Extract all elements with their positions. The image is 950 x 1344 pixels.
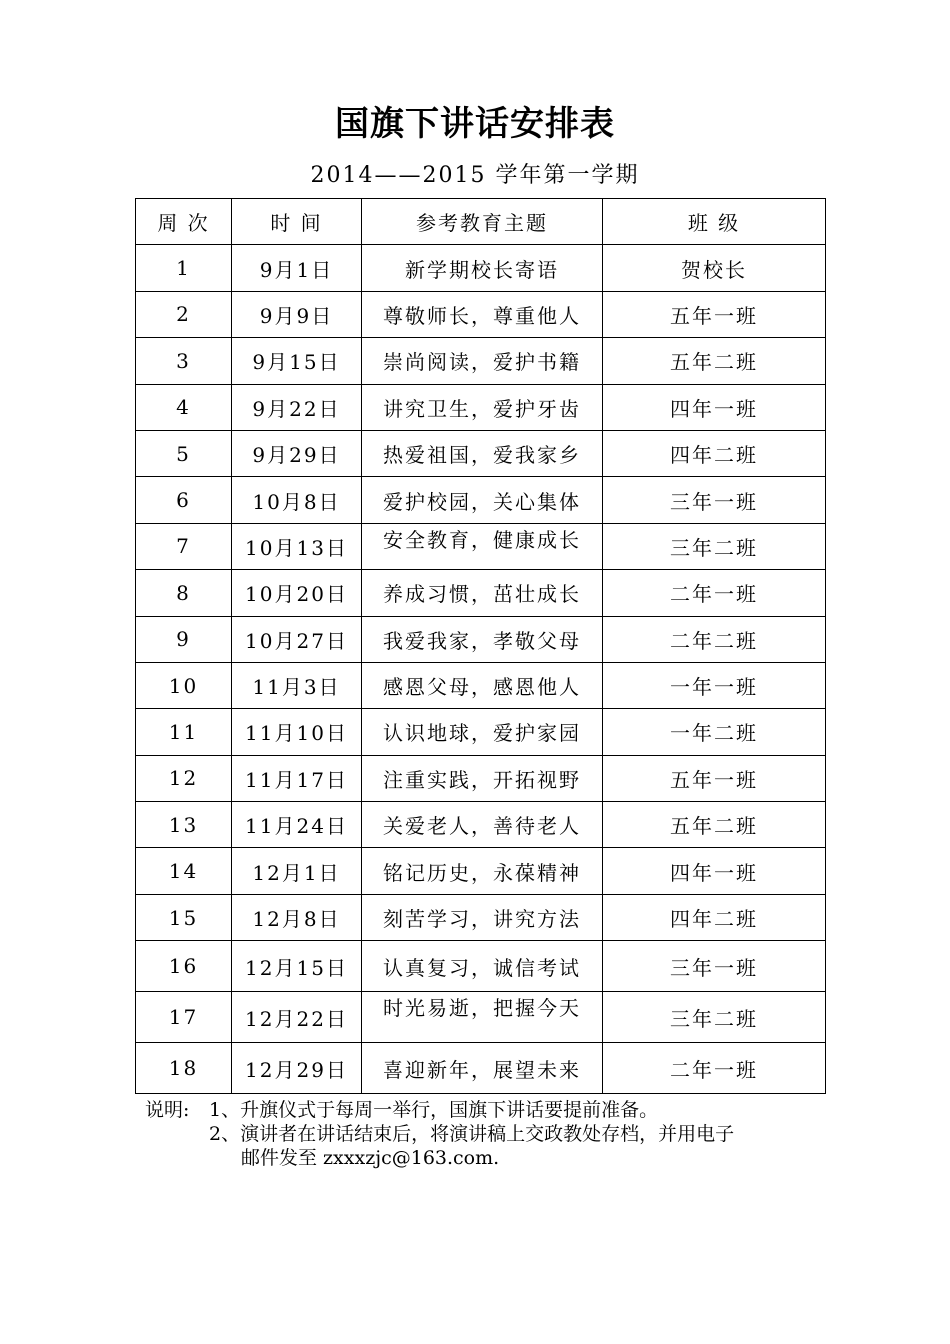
topic-cell: 认识地球，爱护家园 [362,709,603,755]
topic-cell: 我爱我家，孝敬父母 [362,616,603,662]
date-cell: 11月3日 [232,662,362,708]
class-cell: 贺校长 [603,245,826,291]
table-row [136,430,826,476]
note-item-2-line-1: 2、演讲者在讲话结束后，将演讲稿上交政教处存档，并用电子 [209,1123,735,1145]
topic-cell: 关爱老人，善待老人 [362,802,603,848]
date-cell: 9月9日 [232,291,362,337]
week-cell: 5 [136,430,232,476]
notes-label: 说明: [145,1099,190,1121]
topic-cell: 讲究卫生，爱护牙齿 [362,384,603,430]
week-cell: 15 [136,894,232,940]
schedule-table [135,198,826,1094]
week-cell: 18 [136,1043,232,1094]
header-week: 周 次 [136,199,232,245]
date-cell: 9月1日 [232,245,362,291]
topic-cell: 尊敬师长，尊重他人 [362,291,603,337]
date-cell: 10月20日 [232,570,362,616]
table-row [136,662,826,708]
note-text-1: 1、升旗仪式于每周一举行，国旗下讲话要提前准备。 [209,1099,659,1121]
date-cell: 10月27日 [232,616,362,662]
topic-cell: 感恩父母，感恩他人 [362,662,603,708]
week-cell: 4 [136,384,232,430]
class-cell: 三年二班 [603,523,826,569]
table-row [136,291,826,337]
table-row [136,570,826,616]
class-cell: 五年一班 [603,755,826,801]
topic-cell: 崇尚阅读，爱护书籍 [362,338,603,384]
header-topic: 参考教育主题 [362,199,603,245]
class-cell: 四年一班 [603,384,826,430]
class-cell: 一年二班 [603,709,826,755]
table-row [136,941,826,992]
week-cell: 3 [136,338,232,384]
date-cell: 12月29日 [232,1043,362,1094]
week-cell: 1 [136,245,232,291]
table-row [136,894,826,940]
document-title: 国旗下讲话安排表 [335,104,615,144]
table-row [136,755,826,801]
table-row [136,802,826,848]
note-item-2-line-2: 邮件发至 zxxxzjc@163.com. [241,1147,500,1169]
date-cell: 9月22日 [232,384,362,430]
date-cell: 9月29日 [232,430,362,476]
table-row [136,523,826,569]
table-row [136,338,826,384]
class-cell: 一年一班 [603,662,826,708]
topic-cell: 注重实践，开拓视野 [362,755,603,801]
week-cell: 7 [136,523,232,569]
topic-cell: 刻苦学习，讲究方法 [362,894,603,940]
document-subtitle: 2014——2015 学年第一学期 [310,163,640,188]
week-cell: 16 [136,941,232,992]
date-cell: 10月8日 [232,477,362,523]
topic-cell: 时光易逝，把握今天 [362,992,603,1043]
class-cell: 五年一班 [603,291,826,337]
date-cell: 10月13日 [232,523,362,569]
class-cell: 五年二班 [603,338,826,384]
table-row [136,384,826,430]
topic-cell: 安全教育，健康成长 [362,523,603,569]
header-date: 时 间 [232,199,362,245]
table-row [136,709,826,755]
class-cell: 四年二班 [603,430,826,476]
table-row [136,477,826,523]
header-class: 班 级 [603,199,826,245]
date-cell: 9月15日 [232,338,362,384]
date-cell: 12月15日 [232,941,362,992]
date-cell: 12月1日 [232,848,362,894]
schedule-body [136,245,826,1094]
class-cell: 二年二班 [603,616,826,662]
class-cell: 二年一班 [603,1043,826,1094]
week-cell: 12 [136,755,232,801]
class-cell: 三年一班 [603,477,826,523]
week-cell: 13 [136,802,232,848]
class-cell: 四年二班 [603,894,826,940]
note-item-1 [145,1098,825,1122]
topic-cell: 认真复习，诚信考试 [362,941,603,992]
week-cell: 9 [136,616,232,662]
topic-cell: 喜迎新年，展望未来 [362,1043,603,1094]
date-cell: 11月17日 [232,755,362,801]
topic-cell: 爱护校园，关心集体 [362,477,603,523]
table-header-row [136,199,826,245]
week-cell: 14 [136,848,232,894]
table-row [136,1043,826,1094]
topic-cell: 养成习惯，茁壮成长 [362,570,603,616]
week-cell: 6 [136,477,232,523]
table-row [136,616,826,662]
table-row [136,848,826,894]
date-cell: 11月10日 [232,709,362,755]
class-cell: 三年一班 [603,941,826,992]
class-cell: 五年二班 [603,802,826,848]
class-cell: 四年一班 [603,848,826,894]
topic-cell: 热爱祖国，爱我家乡 [362,430,603,476]
table-row [136,992,826,1043]
class-cell: 二年一班 [603,570,826,616]
topic-cell: 铭记历史，永葆精神 [362,848,603,894]
week-cell: 10 [136,662,232,708]
topic-cell: 新学期校长寄语 [362,245,603,291]
week-cell: 2 [136,291,232,337]
date-cell: 11月24日 [232,802,362,848]
week-cell: 17 [136,992,232,1043]
date-cell: 12月22日 [232,992,362,1043]
week-cell: 8 [136,570,232,616]
class-cell: 三年二班 [603,992,826,1043]
notes-section [145,1098,825,1170]
table-row [136,245,826,291]
date-cell: 12月8日 [232,894,362,940]
week-cell: 11 [136,709,232,755]
